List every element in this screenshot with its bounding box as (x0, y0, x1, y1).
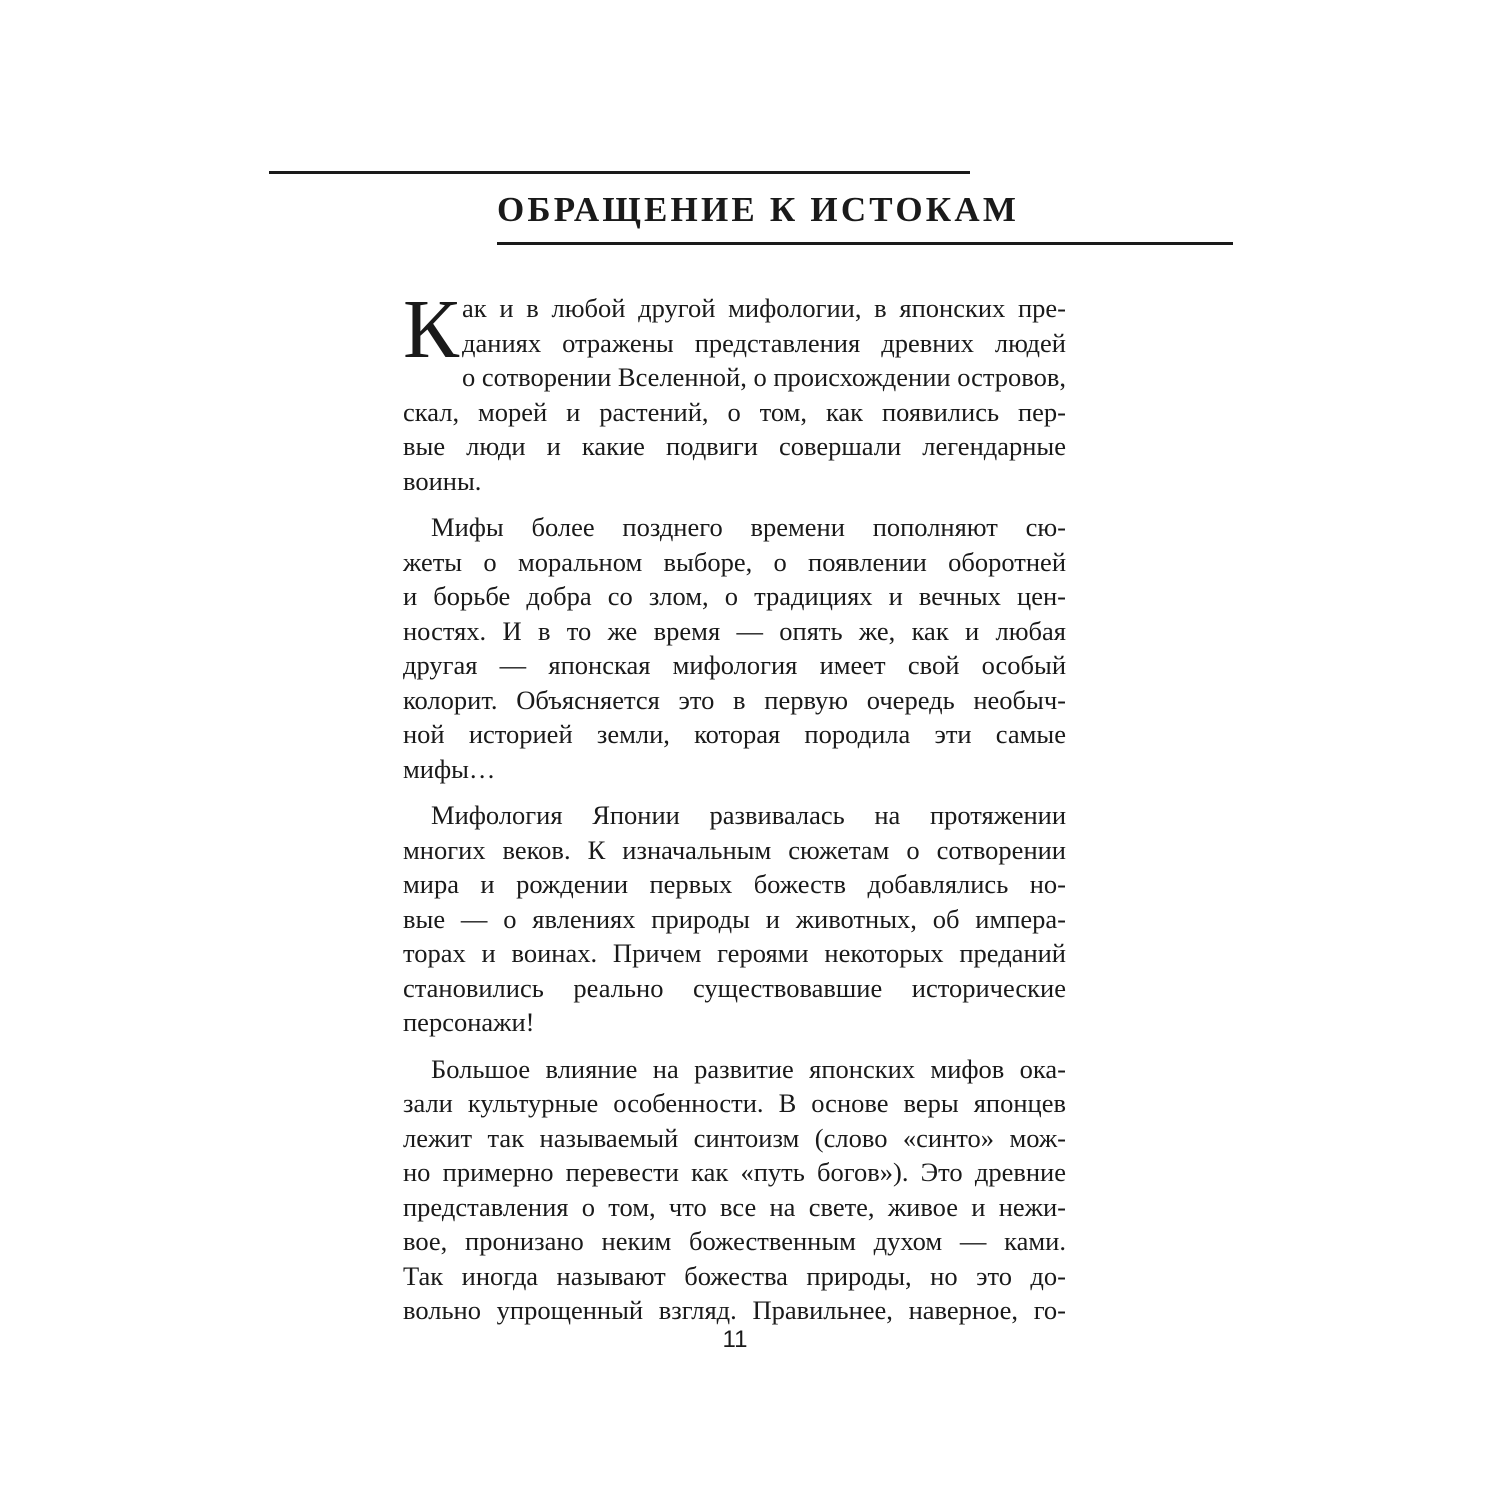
text-line: вые — о явлениях природы и животных, об импера- (403, 903, 1066, 934)
paragraph (403, 283, 1066, 498)
text-line: вые люди и какие подвиги совершали легендарные (403, 431, 1066, 461)
text-line: Так иногда называют божества природы, но это до- (403, 1260, 1066, 1291)
text-line: Мифология Японии развивалась на протяжении (431, 800, 1066, 830)
text-line: ной историей земли, которая породила эти самые (403, 719, 1066, 749)
text-line: представления о том, что все на свете, живое и нежи- (403, 1191, 1066, 1222)
text-line: воины. (403, 465, 482, 496)
text-line: ак и в любой другой мифологии, в японских пре- (462, 293, 1066, 323)
text-line: о сотворении Вселенной, о происхождении островов, (462, 362, 1066, 392)
text-line: зали культурные особенности. В основе веры японцев (403, 1088, 1066, 1118)
text-line: даниях отражены представления древних людей (462, 327, 1066, 358)
text-line: ностях. И в то же время — опять же, как и любая (403, 615, 1066, 646)
text-line: вое, пронизано неким божественным духом — ками. (403, 1226, 1066, 1256)
text-line: лежит так называемый синтоизм (слово «синто» мож- (403, 1122, 1066, 1153)
paragraph (403, 798, 1066, 1040)
text-line: Большое влияние на развитие японских мифов ока- (431, 1053, 1066, 1084)
text-line: мифы… (403, 753, 496, 784)
text-line: другая — японская мифология имеет свой особый (403, 650, 1066, 680)
page-number: 11 (722, 1326, 748, 1353)
text-line: торах и воинах. Причем героями некоторых преданий (403, 938, 1066, 968)
text-line: становились реально существовавшие исторические (403, 972, 1066, 1003)
paragraph (403, 1052, 1066, 1328)
text-line: многих веков. К изначальным сюжетам о сотворении (403, 834, 1066, 865)
text-line: персонажи! (403, 1007, 535, 1037)
text-line: Мифы более позднего времени пополняют сю- (431, 512, 1066, 542)
text-line: жеты о моральном выборе, о появлении оборотней (403, 546, 1066, 577)
text-line: вольно упрощенный взгляд. Правильнее, наверное, го- (403, 1295, 1066, 1325)
text-line: и борьбе добра со злом, о традициях и вечных цен- (403, 581, 1066, 611)
text-line: скал, морей и растений, о том, как появились пер- (403, 396, 1066, 427)
paragraph (403, 510, 1066, 786)
chapter-title: ОБРАЩЕНИЕ К ИСТОКАМ (497, 190, 1020, 229)
drop-cap: К (403, 283, 460, 376)
text-line: колорит. Объясняется это в первую очередь необыч- (403, 684, 1066, 715)
body-text (403, 283, 1066, 1328)
header-rule-top (269, 171, 970, 174)
text-line: мира и рождении первых божеств добавлялись но- (403, 869, 1066, 899)
text-line: но примерно перевести как «путь богов»). Это древние (403, 1157, 1066, 1187)
header-rule-bottom (497, 242, 1233, 245)
